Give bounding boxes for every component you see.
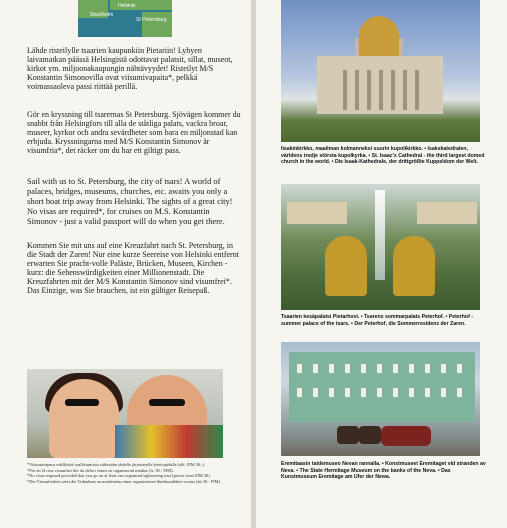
photo-hermitage-window — [297, 388, 302, 397]
photo-hermitage-window — [457, 364, 462, 373]
footnote-german: *Die Visumfreiheit setzt die Teilnahme an mindestens einer organisierten Stadtrundfahrt voraus (ab 30,- FIM). — [27, 478, 222, 484]
paragraph-swedish: Gör en kryssning till tsarernas St Petersburg. Sjövägen kommer du snabbt från Helsingfors till alla de ståtliga palats, vackra broar, museer, kyrkor och andra sevärdheter som bara en miljonstad kan erbjuda. Kryssningarna med M/S Konstantin Simonov är visumfria*, det räcker om du har ett giltigt pass. — [27, 110, 241, 155]
photo-cathedral-column — [415, 70, 419, 110]
footnote-swedish: *För att få resa visumfritt bör du delta i minst en organiserad rundtur (fr. 30,- FIM). — [27, 467, 174, 473]
caption-hermitage: Eremitaasin taidemuseo Nevan rannalla. • Konstmuseet Eremitaget vid stranden av Neva. • The State Hermitage Museum on the banks of the Neva. • Das Kunstmuseum Eremitage am Ufer der Newa. — [281, 461, 486, 481]
caption-peterhof: Tsaarien kesäpalatsi Pietarhovi. • Tsarens sommarpalats Peterhof. • Peterhof - summer palace of the tsars. • Der Peterhof, die Sommerresidenz der Zaren. — [281, 314, 473, 327]
photo-peterhof — [281, 184, 480, 310]
photo-hermitage-window — [425, 388, 430, 397]
photo-cathedral-column — [367, 70, 371, 110]
photo-hermitage-carriage — [381, 426, 431, 446]
photo-hermitage-horse — [337, 426, 359, 444]
photo-hermitage-window — [345, 364, 350, 373]
paragraph-finnish: Lähde risteilylle tsaarien kaupunkiin Pietariin! Lyhyen laivamatkan päässä Helsingistä odottavat palatsit, sillat, museot, kirkot ym. miljoonakaupungin nähtävyydet! Risteilyt M/S Konstantin Simonovilla ovat viisumivapaita*, pelkkä voimassaoleva passi riittää perillä. — [27, 46, 233, 91]
photo-cathedral-column — [343, 70, 347, 110]
photo-hermitage-window — [377, 364, 382, 373]
photo-hermitage-window — [409, 364, 414, 373]
photo-hermitage-facade — [289, 352, 475, 422]
photo-hermitage-window — [377, 388, 382, 397]
footnote-english: *No visas required provided that you go on at least one organised sightseeing tour (prices from FIM 30). — [27, 473, 211, 479]
photo-cathedral-column — [403, 70, 407, 110]
photo-hermitage-window — [345, 388, 350, 397]
photo-hermitage-horse — [359, 426, 381, 444]
photo-hermitage-window — [441, 364, 446, 373]
photo-sunglasses-man — [149, 399, 185, 406]
photo-hermitage-window — [361, 388, 366, 397]
photo-hermitage-window — [441, 388, 446, 397]
footnotes — [27, 462, 241, 484]
photo-cathedral-column — [355, 70, 359, 110]
photo-hermitage-window — [425, 364, 430, 373]
photo-peterhof-palace — [417, 202, 477, 224]
photo-hermitage — [281, 342, 480, 456]
map-label-stockholm: Stockholm — [90, 12, 114, 18]
photo-hermitage-window — [409, 388, 414, 397]
footnote-finnish: *Viisumivapaus edellyttää osallistumista vähintään yhdelle järjestetylle kiertoajelulle (alk. FIM 30,-). — [27, 462, 206, 467]
photo-hermitage-window — [361, 364, 366, 373]
photo-hermitage-window — [297, 364, 302, 373]
photo-peterhof-statue — [393, 236, 435, 296]
photo-hermitage-window — [313, 364, 318, 373]
photo-woman — [49, 379, 119, 458]
map-label-helsinki: Helsinki — [118, 3, 136, 9]
paragraph-english: Sail with us to St. Petersburg, the city of tsars! A world of palaces, bridges, museums, churches, etc. awaits you only a short boat trip away from Helsinki. The sights of a great city! No visas are required*, for cruises on M.S. Konstantin Simonov - just a valid passport will do when you get there. — [27, 177, 233, 226]
photo-st-isaacs-cathedral — [281, 0, 480, 142]
photo-hermitage-window — [393, 388, 398, 397]
photo-couple — [27, 369, 223, 458]
photo-peterhof-statue — [325, 236, 367, 296]
caption-st-isaacs: Iisakinkirkko, maailman kolmanneksi suurin kupolikirkko. • Isakskatedralen, världens tredje största kupolkyrka. • St. Isaac's Cathedral - the third largest domed church in the world. • Die Isaak-Kathedrale, der drittgrößte Kuppeldom der Welt. — [281, 146, 485, 166]
photo-hermitage-window — [313, 388, 318, 397]
photo-hermitage-window — [457, 388, 462, 397]
photo-peterhof-palace — [287, 202, 347, 224]
route-map — [78, 0, 172, 37]
photo-man-shirt — [115, 425, 223, 458]
photo-cathedral-column — [379, 70, 383, 110]
map-land-east — [142, 12, 172, 37]
map-label-st-petersburg: St Petersburg — [136, 17, 167, 23]
photo-hermitage-window — [329, 364, 334, 373]
photo-cathedral-column — [391, 70, 395, 110]
photo-cathedral-dome — [359, 16, 399, 56]
photo-sunglasses-woman — [65, 399, 99, 406]
paragraph-german: Kommen Sie mit uns auf eine Kreuzfahrt nach St. Petersburg, in die Stadt der Zaren! Nur eine kurze Seereise von Helsinki entfernt erwarten Sie pracht-volle Paläste, Brücken, Museen, Kirchen - kurz: die Sehenswürdigkeiten einer Millionenstadt. Die Kreuzfahrten mit der M/S Konstantin Simonov sind visumfrei*. Das Einzige, was Sie brauchen, ist ein gültiger Reisepaß. — [27, 241, 239, 295]
photo-hermitage-window — [329, 388, 334, 397]
photo-peterhof-fountain — [375, 190, 385, 280]
photo-hermitage-window — [393, 364, 398, 373]
